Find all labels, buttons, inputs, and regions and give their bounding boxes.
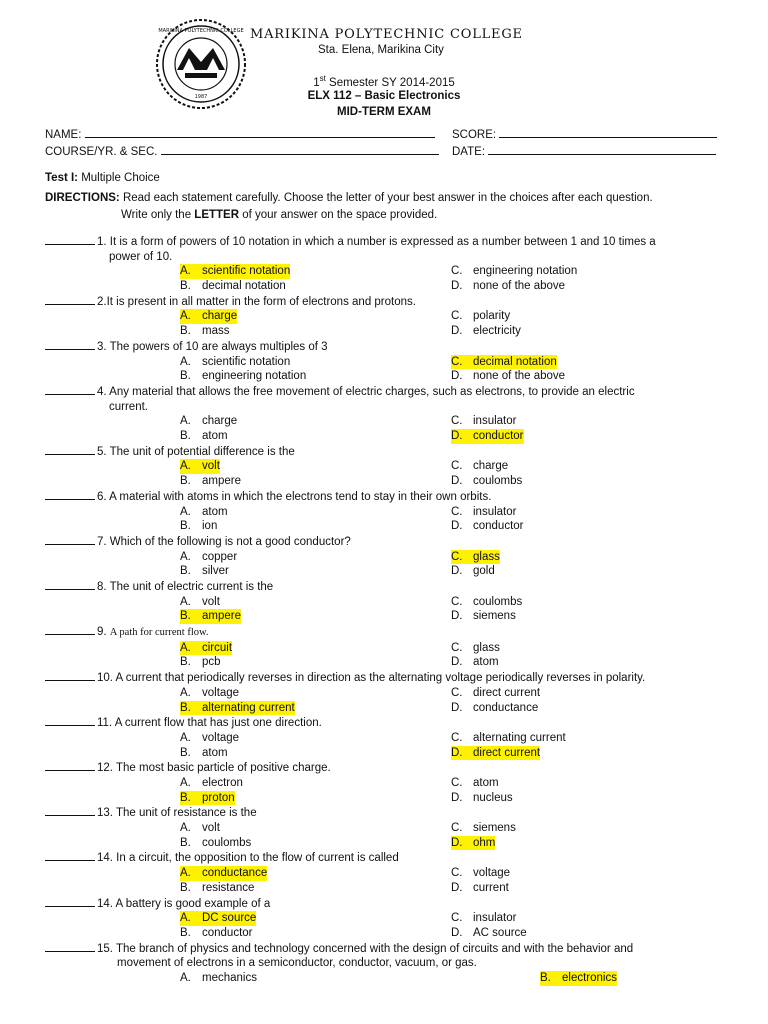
logo-year: 1987 (194, 94, 208, 100)
question-text: 1. It is a form of powers of 10 notation in which a number is expressed as a number between 1 and 10 times a (97, 236, 656, 248)
question-stem (0, 670, 768, 686)
name-field[interactable]: NAME: (45, 127, 435, 141)
answer-option: C. atom (451, 776, 499, 789)
answer-option-highlighted: A. scientific notation (180, 265, 291, 278)
question-text-continued: current. (109, 400, 148, 413)
answer-blank[interactable] (45, 624, 95, 635)
answer-option-highlighted: B. alternating current (180, 701, 295, 714)
question-stem (0, 579, 768, 595)
answer-option: B. atom (180, 746, 228, 759)
question-stem (0, 896, 768, 912)
answer-option: D. atom (451, 656, 499, 669)
answer-option-highlighted: A. conductance (180, 867, 268, 880)
question-item (0, 339, 768, 384)
course-title: ELX 112 – Basic Electronics (307, 90, 461, 102)
question-text: 14. A battery is good example of a (97, 897, 271, 910)
directions: DIRECTIONS: Read each statement carefully. Choose the letter of your best answer in the choices after each question. Write only the LETTER of your answer on the space provided. (45, 192, 653, 221)
answer-blank[interactable] (45, 715, 95, 726)
answer-option: D. current (451, 881, 509, 894)
question-item (0, 805, 768, 850)
answer-option-highlighted: D. ohm (451, 836, 496, 849)
question-stem (0, 489, 768, 505)
answer-option: D. AC source (451, 926, 527, 939)
answer-option: A. voltage (180, 686, 240, 699)
question-item (0, 624, 768, 670)
answer-option: C. coulombs (451, 595, 523, 608)
course-section-field[interactable]: COURSE/YR. & SEC. (45, 144, 439, 158)
answer-option-highlighted: B. electronics (540, 971, 617, 984)
date-field[interactable]: DATE: (452, 144, 716, 158)
college-name: MARIKINA POLYTECHNIC COLLEGE (250, 27, 523, 42)
answer-option: A. voltage (180, 731, 240, 744)
question-text: 11. A current flow that has just one direction. (97, 717, 322, 730)
answer-option: C. polarity (451, 310, 511, 323)
question-text: 5. The unit of potential difference is the (97, 445, 295, 458)
answer-blank[interactable] (45, 760, 95, 771)
question-item (0, 715, 768, 760)
question-stem (0, 294, 768, 310)
question-text-continued: movement of electrons in a semiconductor, conductor, vacuum, or gas. (117, 957, 477, 970)
answer-option: D. none of the above (451, 370, 566, 383)
question-list (0, 234, 768, 986)
question-stem (0, 384, 768, 400)
answer-blank[interactable] (45, 670, 95, 681)
answer-blank[interactable] (45, 489, 95, 500)
question-text: 6. A material with atoms in which the electrons tend to stay in their own orbits. (97, 490, 492, 503)
answer-option: D. coulombs (451, 475, 523, 488)
answer-option: A. charge (180, 415, 238, 428)
question-text: 13. The unit of resistance is the (97, 807, 257, 820)
answer-option-highlighted: A. volt (180, 460, 220, 473)
answer-option: D. siemens (451, 610, 516, 623)
answer-blank[interactable] (45, 339, 95, 350)
question-item (0, 941, 768, 986)
score-field[interactable]: SCORE: (452, 127, 717, 141)
question-stem (0, 624, 768, 641)
answer-blank[interactable] (45, 896, 95, 907)
answer-option: C. voltage (451, 867, 511, 880)
answer-option: B. coulombs (180, 836, 252, 849)
logo-ring-text: MARIKINA POLYTECHNIC COLLEGE (158, 28, 244, 34)
question-item (0, 444, 768, 489)
answer-option: C. direct current (451, 686, 541, 699)
answer-option: B. mass (180, 325, 230, 338)
question-text: 8. The unit of electric current is the (97, 580, 274, 593)
question-stem (0, 234, 768, 250)
question-text: 14. In a circuit, the opposition to the flow of current is called (97, 852, 399, 865)
answer-blank[interactable] (45, 805, 95, 816)
answer-option: B. ampere (180, 475, 241, 488)
question-stem (0, 715, 768, 731)
question-item (0, 896, 768, 941)
question-text: 12. The most basic particle of positive charge. (97, 762, 331, 775)
answer-option: B. decimal notation (180, 280, 286, 293)
answer-option: C. glass (451, 641, 500, 654)
question-stem (0, 850, 768, 866)
answer-option: C. charge (451, 460, 509, 473)
answer-option-highlighted: C. decimal notation (451, 355, 557, 368)
answer-option-highlighted: C. glass (451, 550, 500, 563)
question-stem (0, 534, 768, 550)
test-title: Test I: Multiple Choice (45, 172, 160, 184)
question-item (0, 234, 768, 294)
answer-blank[interactable] (45, 534, 95, 545)
answer-option: C. alternating current (451, 731, 566, 744)
question-item (0, 534, 768, 579)
exam-title: MID-TERM EXAM (337, 106, 431, 118)
answer-option: A. atom (180, 505, 228, 518)
semester-line: 1st Semester SY 2014-2015 (313, 74, 455, 89)
question-text: 3. The powers of 10 are always multiples of 3 (97, 340, 328, 353)
answer-option-highlighted: A. DC source (180, 912, 257, 925)
answer-option: A. copper (180, 550, 238, 563)
answer-blank[interactable] (45, 444, 95, 455)
answer-blank[interactable] (45, 941, 95, 952)
question-stem (0, 941, 768, 957)
question-text: 15. The branch of physics and technology concerned with the design of circuits and with the behavior and (97, 942, 634, 955)
answer-option-highlighted: A. circuit (180, 641, 233, 654)
question-stem (0, 760, 768, 776)
answer-option: B. atom (180, 430, 228, 443)
answer-option: C. insulator (451, 912, 517, 925)
answer-option-highlighted: B. proton (180, 791, 235, 804)
question-text: 4. Any material that allows the free movement of electric charges, such as electrons, to provide an electric (97, 385, 635, 398)
answer-option: D. nucleus (451, 791, 513, 804)
answer-option: B. ion (180, 520, 218, 533)
answer-option: B. conductor (180, 926, 253, 939)
answer-option: C. siemens (451, 822, 516, 835)
answer-option: A. scientific notation (180, 355, 291, 368)
question-stem (0, 805, 768, 821)
question-text: 10. A current that periodically reverses in direction as the alternating voltage periodically reverses in polarity. (97, 672, 646, 685)
answer-option: D. none of the above (451, 280, 566, 293)
answer-option-highlighted: B. ampere (180, 610, 241, 623)
question-text: 9. (97, 626, 110, 639)
question-item (0, 760, 768, 805)
answer-option: C. engineering notation (451, 265, 578, 278)
answer-option: C. insulator (451, 505, 517, 518)
question-stem (0, 444, 768, 460)
answer-option: D. gold (451, 565, 495, 578)
answer-blank[interactable] (45, 850, 95, 861)
answer-option: A. volt (180, 595, 220, 608)
answer-option: C. insulator (451, 415, 517, 428)
exam-header (0, 18, 768, 118)
answer-blank[interactable] (45, 384, 95, 395)
answer-option: B. engineering notation (180, 370, 307, 383)
answer-blank[interactable] (45, 294, 95, 305)
question-item (0, 489, 768, 534)
answer-option: D. conductor (451, 520, 524, 533)
college-address: Sta. Elena, Marikina City (318, 44, 444, 56)
question-item (0, 294, 768, 339)
question-text: 7. Which of the following is not a good conductor? (97, 535, 351, 548)
question-item (0, 670, 768, 715)
answer-option-highlighted: A. charge (180, 310, 238, 323)
question-stem (0, 339, 768, 355)
question-text: 2.It is present in all matter in the form of electrons and protons. (97, 295, 416, 308)
answer-option-highlighted: D. direct current (451, 746, 541, 759)
answer-option: B. resistance (180, 881, 255, 894)
question-item (0, 850, 768, 895)
answer-option: A. electron (180, 776, 243, 789)
answer-option: D. conductance (451, 701, 539, 714)
answer-option: D. electricity (451, 325, 521, 338)
answer-option: A. volt (180, 822, 220, 835)
question-item (0, 384, 768, 444)
question-text-serif: A path for current flow. (109, 627, 209, 639)
question-text-continued: power of 10. (109, 250, 173, 263)
answer-blank[interactable] (45, 234, 95, 245)
answer-option-highlighted: D. conductor (451, 430, 524, 443)
answer-blank[interactable] (45, 579, 95, 590)
answer-option: A. mechanics (180, 971, 257, 984)
answer-option: B. silver (180, 565, 229, 578)
question-item (0, 579, 768, 624)
answer-option: B. pcb (180, 656, 221, 669)
